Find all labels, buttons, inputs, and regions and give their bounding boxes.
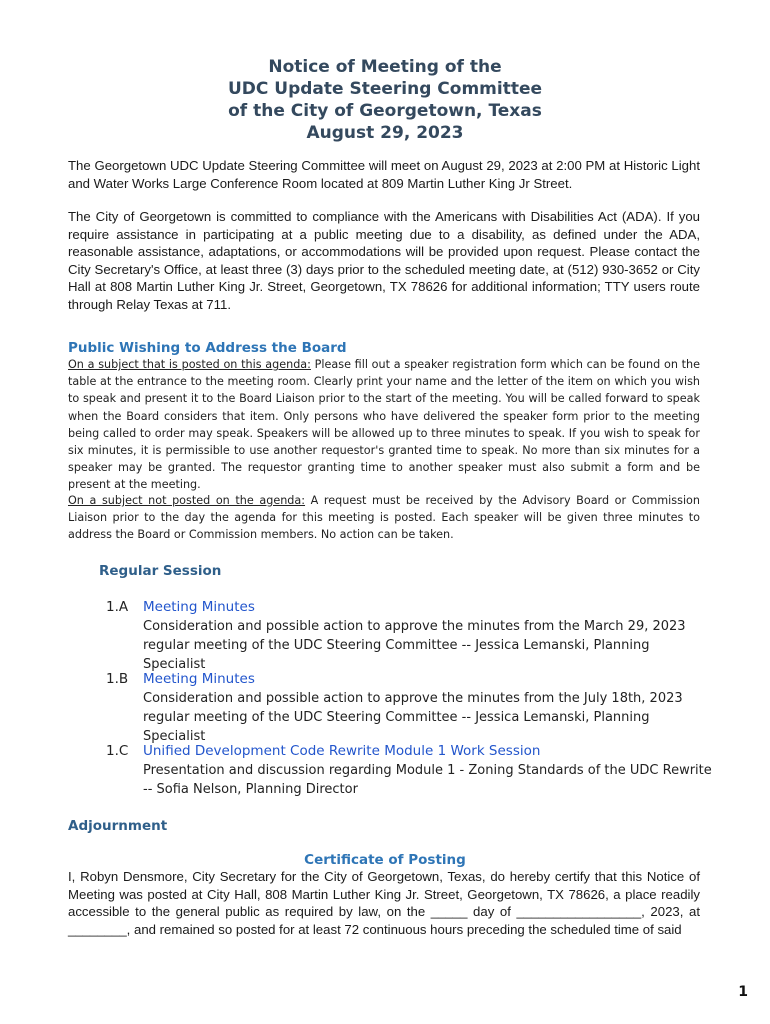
- item-number: 1.A: [106, 599, 129, 615]
- not-posted-label: On a subject not posted on the agenda:: [68, 494, 306, 507]
- item-description: Consideration and possible action to approve the minutes from the July 18th, 2023 regular meeting of the UDC Steering Committee -- Jessica Lemanski, Planning Specialist: [143, 691, 683, 744]
- item-title[interactable]: Meeting Minutes: [143, 671, 255, 687]
- public-heading: Public Wishing to Address the Board: [68, 340, 347, 356]
- title-line-2: UDC Update Steering Committee: [227, 79, 543, 99]
- certificate-heading: Certificate of Posting: [304, 852, 466, 868]
- public-not-posted-paragraph: [68, 492, 700, 544]
- posted-label: On a subject that is posted on this agenda:: [68, 358, 311, 371]
- item-description: Consideration and possible action to approve the minutes from the March 29, 2023 regular meeting of the UDC Steering Committee -- Jessica Lemanski, Planning Specialist: [143, 619, 686, 672]
- meeting-intro-paragraph: The Georgetown UDC Update Steering Committee will meet on August 29, 2023 at 2:00 PM at Historic Light and Water Works Large Conference Room located at 809 Martin Luther King Jr Street.: [68, 158, 700, 191]
- title-line-1: Notice of Meeting of the: [268, 57, 502, 77]
- adjournment-heading: Adjournment: [68, 818, 168, 834]
- page-number: 1: [738, 984, 748, 1000]
- regular-session-heading: Regular Session: [99, 563, 222, 579]
- document-title: [0, 56, 770, 144]
- item-description: Presentation and discussion regarding Module 1 - Zoning Standards of the UDC Rewrite -- Sofia Nelson, Planning Director: [143, 763, 712, 797]
- item-number: 1.B: [106, 671, 129, 687]
- title-line-4: August 29, 2023: [306, 123, 464, 143]
- certificate-paragraph: I, Robyn Densmore, City Secretary for the City of Georgetown, Texas, do hereby certify that this Notice of Meeting was posted at City Hall, 808 Martin Luther King Jr. Street, Georgetown, TX 78626, a place readily accessible to the general public as required by law, on the _____ day of _________________, 2023, at ________, and remained so posted for at least 72 continuous hours preceding the scheduled time of said: [68, 869, 700, 937]
- ada-paragraph: The City of Georgetown is committed to compliance with the Americans with Disabilities Act (ADA). If you require assistance in participating at a public meeting due to a disability, as defined under the ADA, reasonable assistance, adaptations, or accommodations will be provided upon request. Please contact the City Secretary's Office, at least three (3) days prior to the scheduled meeting date, at (512) 930-3652 or City Hall at 808 Martin Luther King Jr. Street, Georgetown, TX 78626 for additional information; TTY users route through Relay Texas at 711.: [68, 209, 700, 312]
- item-number: 1.C: [106, 743, 129, 759]
- not-posted-text: A request must be received by the Advisory Board or Commission Liaison prior to the day the agenda for this meeting is posted. Each speaker will be given three minutes to address the Board or Commission members. No action can be taken.: [68, 494, 700, 542]
- item-title[interactable]: Unified Development Code Rewrite Module 1 Work Session: [143, 743, 541, 759]
- title-line-3: of the City of Georgetown, Texas: [228, 101, 542, 121]
- posted-text: Please fill out a speaker registration form which can be found on the table at the entrance to the meeting room. Clearly print your name and the letter of the item on which you wish to speak and present it to the Board Liaison prior to the start of the meeting. You will be called forward to speak when the Board considers that item. Only persons who have delivered the speaker form prior to the meeting being called to order may speak. Speakers will be allowed up to three minutes to speak. If you wish to speak for six minutes, it is permissible to use another requestor's granted time to speak. No more than six minutes for a speaker may be granted. The requestor granting time to another speaker must also submit a form and be present at the meeting.: [68, 358, 700, 492]
- item-title[interactable]: Meeting Minutes: [143, 599, 255, 615]
- public-posted-paragraph: [68, 356, 700, 494]
